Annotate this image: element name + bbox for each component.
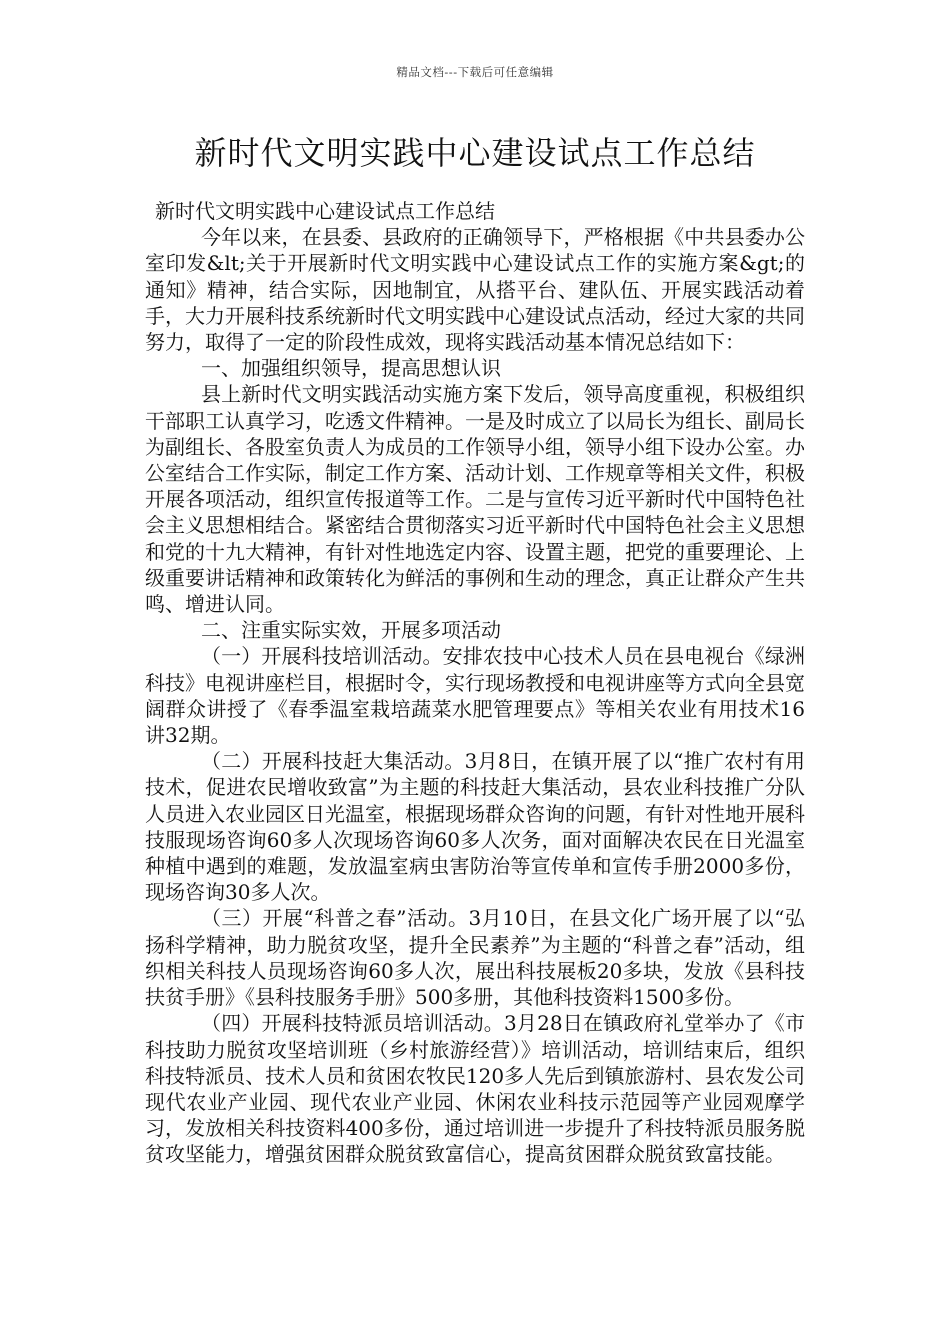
section-heading-2: 二、注重实际实效，开展多项活动 [201,618,501,643]
activity-item-2: （二）开展科技赶大集活动。3月8日，在镇开展了以“推广农村有用技术，促进农民增收致富”为主题的科技赶大集活动，县农业科技推广分队人员进入农业园区日光温室，根据现场群众咨询的问题，有针对性地开展科技服现场咨询60多人次现场咨询60多人次务，面对面解决农民在日光温室种植中遇到的难题，发放温室病虫害防治等宣传单和宣传手册2000多份，现场咨询30多人次。 [145,749,805,905]
activity-item-3: （三）开展“科普之春”活动。3月10日，在县文化广场开展了以“弘扬科学精神，助力脱贫攻坚，提升全民素养”为主题的“科普之春”活动，组织相关科技人员现场咨询60多人次，展出科技展板20多块，发放《县科技扶贫手册》《县科技服务手册》500多册，其他科技资料1500多份。 [145,906,805,1010]
document-title: 新时代文明实践中心建设试点工作总结 [194,134,756,172]
activity-item-4: （四）开展科技特派员培训活动。3月28日在镇政府礼堂举办了《市科技助力脱贫攻坚培训班（乡村旅游经营）》培训活动，培训结束后，组织科技特派员、技术人员和贫困农牧民120多人先后到镇旅游村、县农发公司现代农业产业园、现代农业产业园、休闲农业科技示范园等产业园观摩学习，发放相关科技资料400多份，通过培训进一步提升了科技特派员服务脱贫攻坚能力，增强贫困群众脱贫致富信心，提高贫困群众脱贫致富技能。 [145,1011,805,1167]
document-body [145,198,805,1168]
document-subtitle: 新时代文明实践中心建设试点工作总结 [155,199,495,223]
intro-paragraph: 今年以来，在县委、县政府的正确领导下，严格根据《中共县委办公室印发&lt;关于开展新时代文明实践中心建设试点工作的实施方案&gt;的通知》精神，结合实际，因地制宜，从搭平台、建队伍、开展实践活动着手，大力开展科技系统新时代文明实践中心建设试点活动，经过大家的共同努力，取得了一定的阶段性成效，现将实践活动基本情况总结如下： [145,225,805,355]
section-1-paragraph: 县上新时代文明实践活动实施方案下发后，领导高度重视，积极组织干部职工认真学习，吃透文件精神。一是及时成立了以局长为组长、副局长为副组长、各股室负责人为成员的工作领导小组，领导小组下设办公室。办公室结合工作实际，制定工作方案、活动计划、工作规章等相关文件，积极开展各项活动，组织宣传报道等工作。二是与宣传习近平新时代中国特色社会主义思想相结合。紧密结合贯彻落实习近平新时代中国特色社会主义思想和党的十九大精神，有针对性地选定内容、设置主题，把党的重要理论、上级重要讲话精神和政策转化为鲜活的事例和生动的理念，真正让群众产生共鸣、增进认同。 [145,382,805,617]
header-note: 精品文档---下载后可任意编辑 [396,65,554,79]
activity-item-1: （一）开展科技培训活动。安排农技中心技术人员在县电视台《绿洲科技》电视讲座栏目，根据时令，实行现场教授和电视讲座等方式向全县宽阔群众讲授了《春季温室栽培蔬菜水肥管理要点》等相关农业有用技术16讲32期。 [145,644,805,748]
section-heading-1: 一、加强组织领导，提高思想认识 [201,356,501,381]
